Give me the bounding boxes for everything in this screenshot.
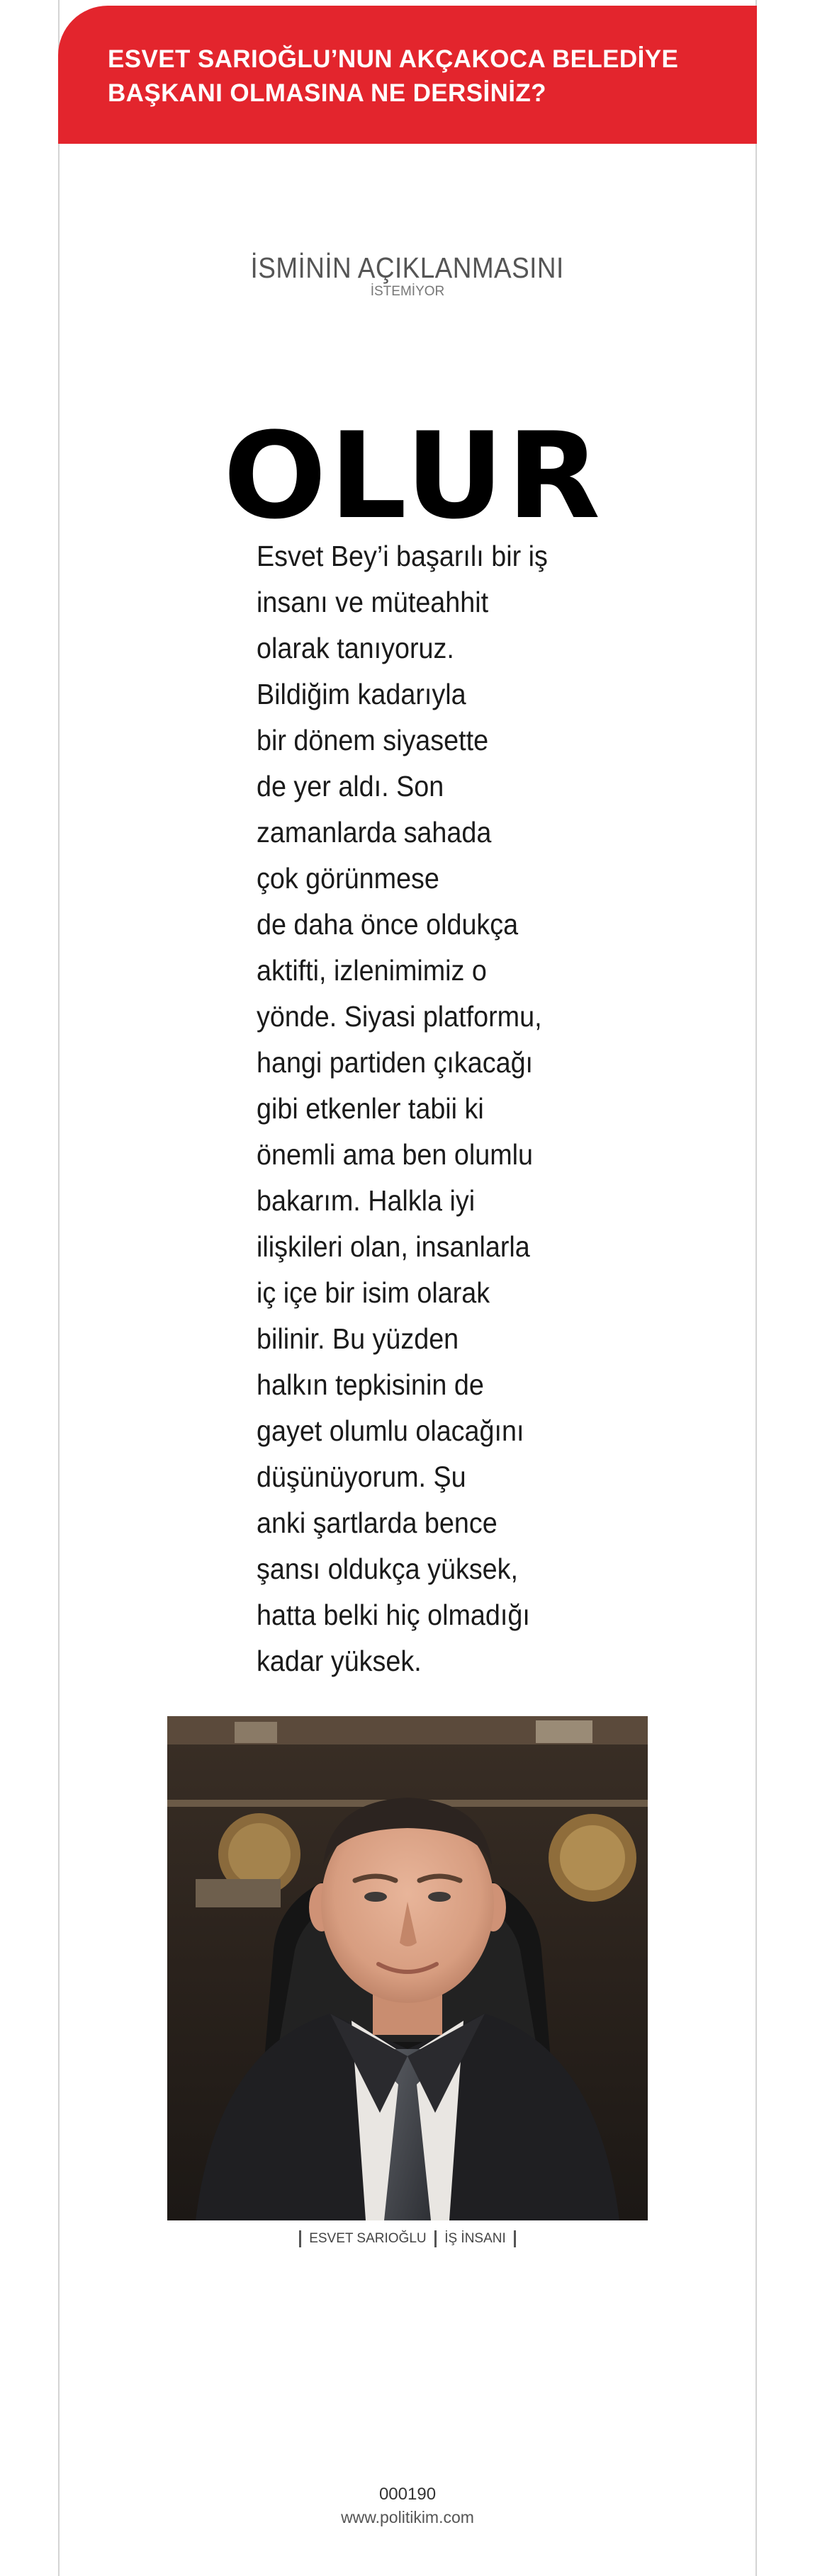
verdict-heading: OLUR: [223, 407, 604, 545]
photo-caption: [0, 2230, 815, 2248]
question-title-line-1: ESVET SARIOĞLU’NUN AKÇAKOCA BELEDİYE: [108, 45, 679, 73]
answer-line: de daha önce oldukça: [257, 908, 519, 941]
caption-divider: [299, 2230, 301, 2247]
answer-line: insanı ve müteahhit: [257, 586, 489, 618]
respondent-note: İSTEMİYOR: [370, 284, 445, 299]
respondent-name: İSMİNİN AÇIKLANMASINI: [250, 251, 565, 284]
page-number: 000190: [378, 2485, 437, 2504]
answer-line: şansı oldukça yüksek,: [257, 1553, 519, 1585]
answer-line: de yer aldı. Son: [257, 770, 444, 802]
answer-text: [257, 533, 597, 1684]
answer-line: gibi etkenler tabii ki: [257, 1092, 484, 1125]
answer-line: ilişkileri olan, insanlarla: [257, 1230, 530, 1263]
answer-line: halkın tepkisinin de: [257, 1368, 484, 1401]
caption-divider: [514, 2230, 516, 2247]
caption-divider: [434, 2230, 437, 2247]
answer-line: zamanlarda sahada: [257, 816, 492, 849]
answer-line: önemli ama ben olumlu: [257, 1138, 533, 1171]
answer-line: bir dönem siyasette: [257, 724, 489, 756]
answer-line: düşünüyorum. Şu: [257, 1460, 466, 1493]
answer-line: bakarım. Halkla iyi: [257, 1184, 476, 1217]
caption-person-name: ESVET SARIOĞLU: [309, 2231, 427, 2246]
answer-line: anki şartlarda bence: [257, 1507, 498, 1539]
answer-line: Bildiğim kadarıyla: [257, 678, 466, 710]
answer-line: aktifti, izlenimimiz o: [257, 954, 487, 987]
answer-line: yönde. Siyasi platformu,: [257, 1000, 542, 1033]
website-link[interactable]: www.politikim.com: [341, 2508, 474, 2526]
question-banner: [58, 6, 757, 144]
answer-line: çok görünmese: [257, 862, 439, 895]
question-title: [108, 42, 757, 110]
question-title-line-2: BAŞKANI OLMASINA NE DERSİNİZ?: [108, 79, 546, 107]
answer-line: hatta belki hiç olmadığı: [257, 1599, 530, 1631]
answer-line: bilinir. Bu yüzden: [257, 1322, 459, 1355]
answer-line: iç içe bir isim olarak: [257, 1276, 490, 1309]
portrait-illustration: [167, 1716, 648, 2220]
answer-line: olarak tanıyoruz.: [257, 632, 454, 664]
caption-person-role: İŞ İNSANI: [444, 2231, 506, 2246]
portrait-photo: [167, 1716, 648, 2220]
answer-line: hangi partiden çıkacağı: [257, 1046, 534, 1079]
respondent-block: [0, 251, 815, 299]
page-footer: [0, 2483, 815, 2529]
answer-line: Esvet Bey’i başarılı bir iş: [257, 540, 548, 572]
answer-line: gayet olumlu olacağını: [257, 1414, 524, 1447]
answer-line: kadar yüksek.: [257, 1645, 422, 1677]
